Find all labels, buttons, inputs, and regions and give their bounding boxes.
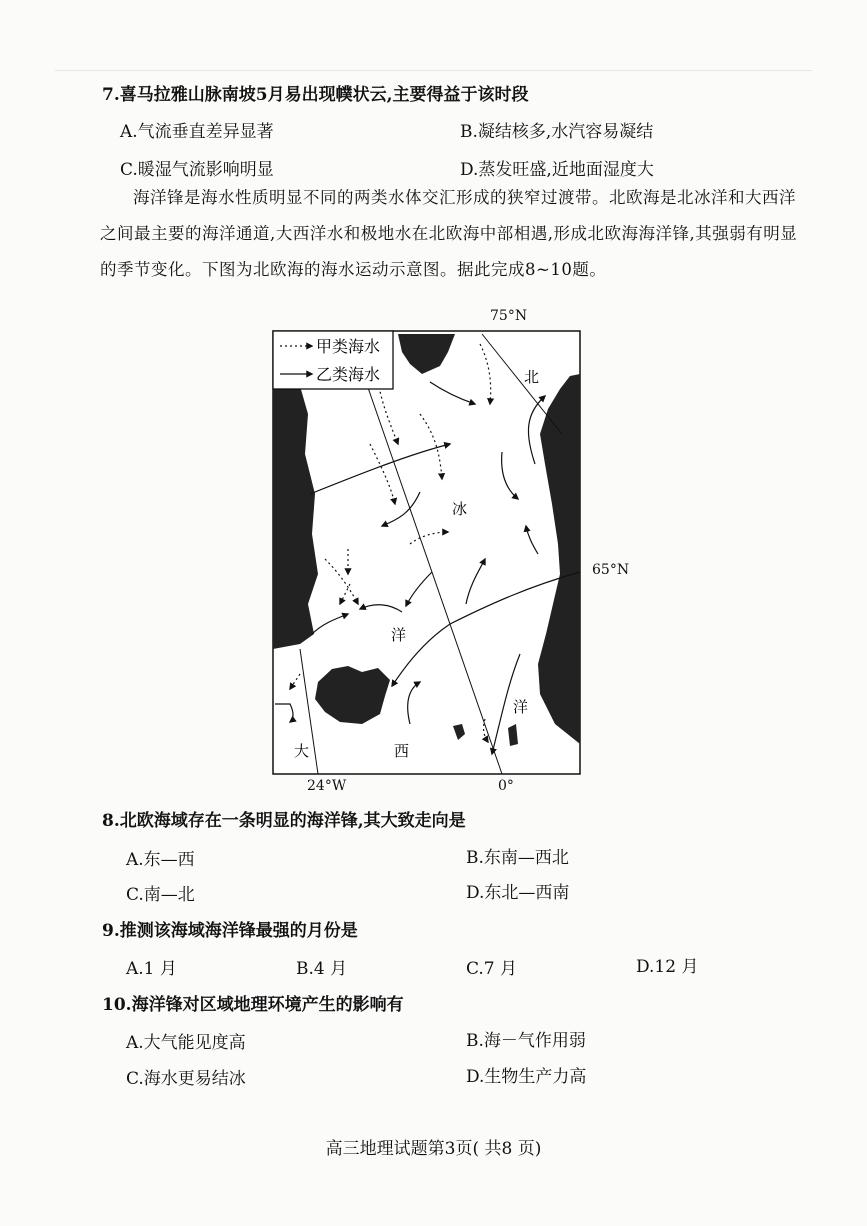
question-9-stem: 9.推测该海域海洋锋最强的月份是 xyxy=(102,921,358,941)
question-10-option-c: C.海水更易结冰 xyxy=(126,1069,246,1089)
label-bing: 冰 xyxy=(452,500,468,518)
label-yang-2: 洋 xyxy=(513,698,529,716)
lon-label-24w: 24°W xyxy=(307,778,347,794)
question-8-option-b: B.东南—西北 xyxy=(466,848,569,868)
label-bei: 北 xyxy=(524,368,540,386)
label-yang-1: 洋 xyxy=(391,626,407,644)
lon-label-0: 0° xyxy=(498,778,514,794)
question-7-option-a: A.气流垂直差异显著 xyxy=(120,122,274,142)
question-7-option-d: D.蒸发旺盛,近地面湿度大 xyxy=(460,160,654,180)
question-8-option-a: A.东—西 xyxy=(126,850,195,870)
question-7-option-c: C.暖湿气流影响明显 xyxy=(120,160,274,180)
question-9-option-a: A.1 月 xyxy=(126,959,177,979)
question-8-option-d: D.东北—西南 xyxy=(466,883,570,903)
label-xi: 西 xyxy=(394,742,410,760)
passage-text: 海洋锋是海水性质明显不同的两类水体交汇形成的狭窄过渡带。北欧海是北冰洋和大西洋之间最主要的海洋通道,大西洋水和极地水在北欧海中部相遇,形成北欧海海洋锋,其强弱有明显的季节变化。下图为北欧海的海水运动示意图。据此完成8~10题。 xyxy=(100,188,798,279)
question-9-option-c: C.7 月 xyxy=(466,959,518,979)
lat-label-75n: 75°N xyxy=(490,308,528,324)
legend-type-a-label: 甲类海水 xyxy=(316,337,381,356)
question-10-option-b: B.海－气作用弱 xyxy=(466,1031,586,1051)
question-9-option-b: B.4 月 xyxy=(296,959,348,979)
question-10-option-d: D.生物生产力高 xyxy=(466,1067,587,1087)
question-9-option-d: D.12 月 xyxy=(636,957,699,977)
map-frame xyxy=(273,331,580,774)
question-7-stem: 7.喜马拉雅山脉南坡5月易出现幞状云,主要得益于该时段 xyxy=(102,85,529,105)
legend-type-b-label: 乙类海水 xyxy=(316,365,381,384)
question-7-option-b: B.凝结核多,水汽容易凝结 xyxy=(460,122,654,142)
page-footer: 高三地理试题第3页( 共8 页) xyxy=(325,1139,542,1159)
question-10-stem: 10.海洋锋对区域地理环境产生的影响有 xyxy=(102,995,404,1015)
question-8-option-c: C.南—北 xyxy=(126,885,195,905)
lat-label-65n: 65°N xyxy=(592,562,630,578)
page-top-rule xyxy=(55,70,812,71)
nordic-seas-current-map xyxy=(270,304,590,794)
question-10-option-a: A.大气能见度高 xyxy=(126,1033,246,1053)
label-da: 大 xyxy=(294,742,310,760)
question-8-stem: 8.北欧海域存在一条明显的海洋锋,其大致走向是 xyxy=(102,811,466,831)
